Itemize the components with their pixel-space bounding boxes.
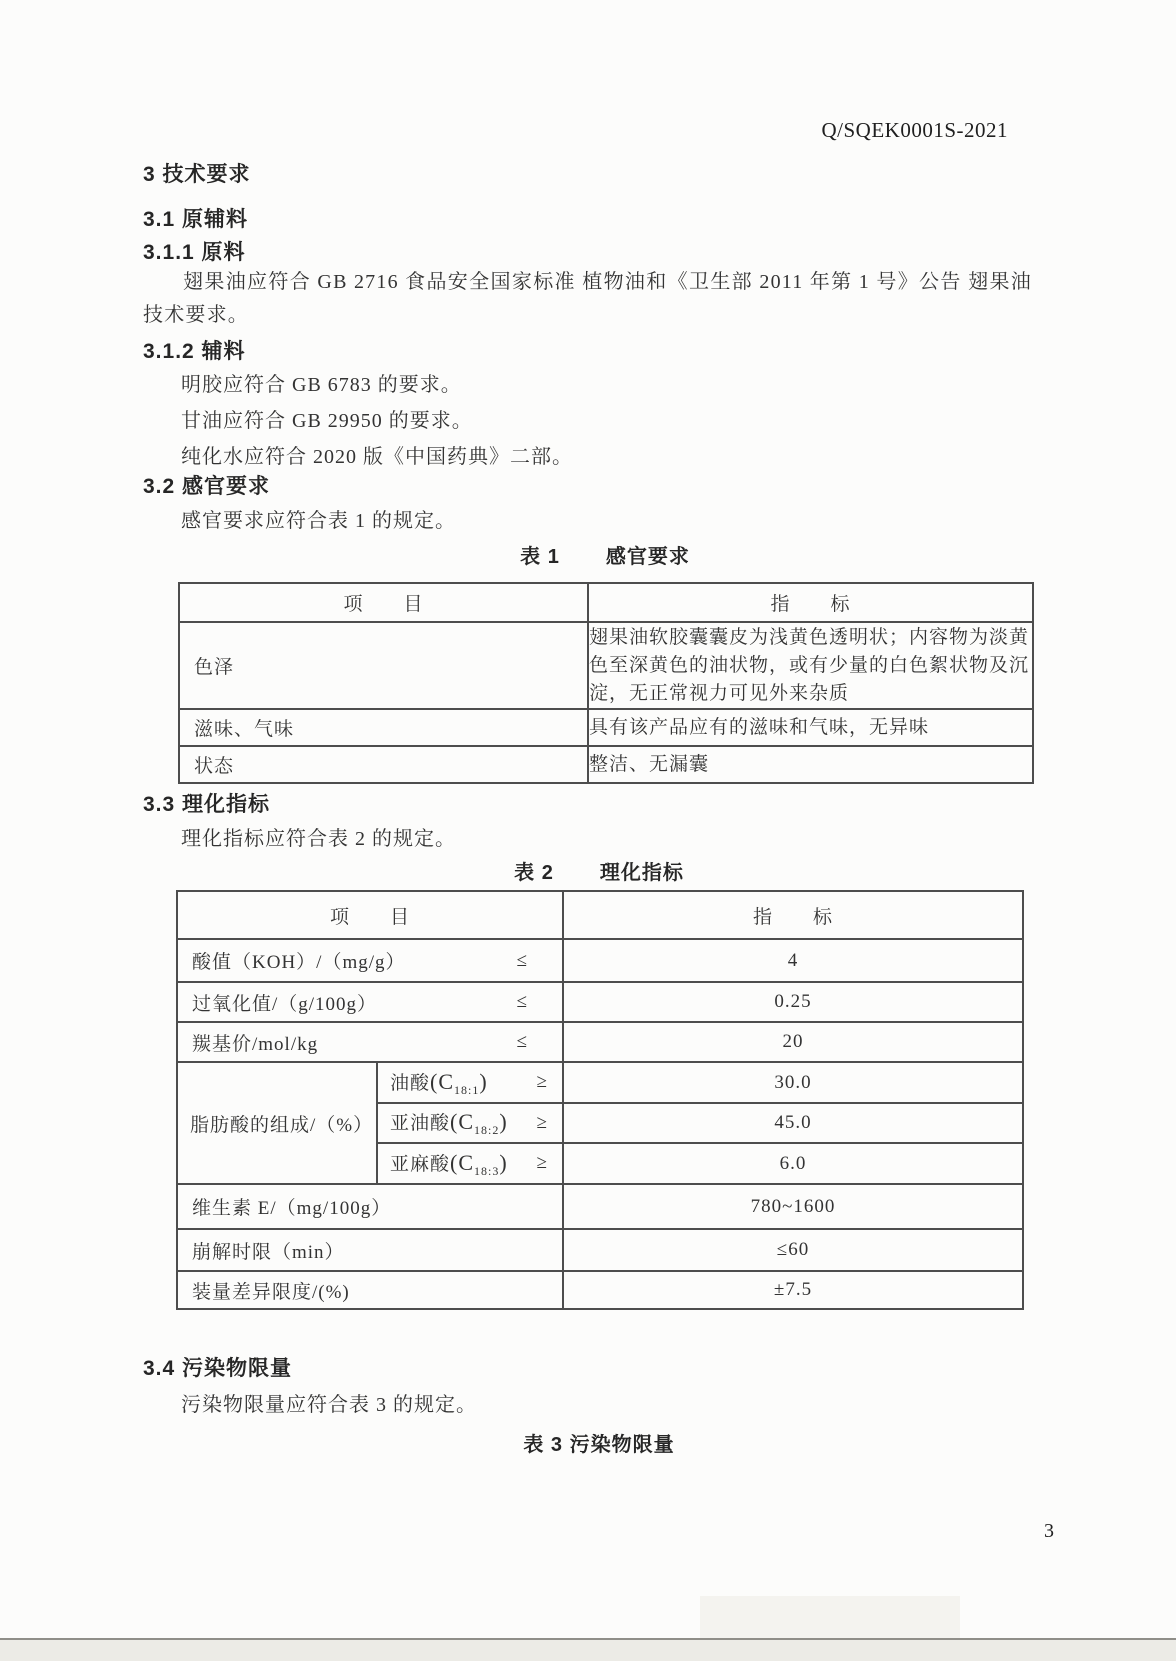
- table2-item-linoleic-acid: 亚油酸$(C_{18:2})$: [390, 1109, 508, 1137]
- paragraph-gelatin: 明胶应符合 GB 6783 的要求。: [181, 374, 462, 396]
- table2-item-vitamin-e: 维生素 E/（mg/100g）: [192, 1198, 392, 1219]
- table2-spec-linolenic-acid: 6.0: [563, 1143, 1023, 1184]
- table2-header-item: 项 目: [177, 891, 563, 939]
- table1-header-item: 项 目: [179, 583, 588, 622]
- table-row: [177, 982, 1023, 1022]
- table2-spec-carbonyl-value: 20: [563, 1022, 1023, 1062]
- table2-spec-vitamin-e: 780~1600: [563, 1184, 1023, 1229]
- section-heading-3-3: 3.3 理化指标: [143, 793, 271, 816]
- table2-spec-peroxide-value: 0.25: [563, 982, 1023, 1022]
- table-row: [177, 1229, 1023, 1271]
- table2-item-carbonyl-value: 羰基价/mol/kg: [192, 1033, 319, 1055]
- scan-shade: [700, 1596, 960, 1638]
- table2-caption-title: 理化指标: [599, 862, 684, 884]
- greater-equal-symbol: ≥: [536, 1152, 549, 1174]
- table-row: [179, 709, 1033, 746]
- table1-item-color: 色泽: [194, 657, 235, 678]
- paragraph-physchem-intro: 理化指标应符合表 2 的规定。: [181, 828, 456, 850]
- table2-item-peroxide-value: 过氧化值/（g/100g）: [192, 993, 378, 1015]
- table2-item-fill-variation: 装量差异限度/(%): [192, 1281, 350, 1303]
- table2-caption-label: 表 2: [514, 862, 554, 884]
- paragraph-contaminants-intro: 污染物限量应符合表 3 的规定。: [181, 1394, 477, 1416]
- table1-item-state: 状态: [194, 756, 235, 777]
- table-row: [177, 1022, 1023, 1062]
- table-row: [177, 1184, 1023, 1229]
- paragraph-raw-material: 翅果油应符合 GB 2716 食品安全国家标准 植物油和《卫生部 2011 年第 1 号》公告 翅果油技术要求。: [143, 271, 1032, 326]
- less-equal-symbol: ≤: [516, 1031, 529, 1052]
- table-row: [179, 583, 1033, 622]
- table1-spec-color: 翅果油软胶囊囊皮为浅黄色透明状；内容物为淡黄色至深黄色的油状物，或有少量的白色絮状物及沉淀，无正常视力可见外来杂质: [588, 622, 1033, 709]
- section-heading-3: 3 技术要求: [143, 163, 251, 186]
- section-heading-3-1: 3.1 原辅料: [143, 208, 249, 231]
- table-row: [177, 939, 1023, 982]
- table1-spec-state: 整洁、无漏囊: [588, 746, 1033, 783]
- table-row: [177, 1271, 1023, 1309]
- table-row: [177, 1062, 1023, 1103]
- section-heading-3-1-1: 3.1.1 原料: [143, 241, 246, 264]
- less-equal-symbol: ≤: [516, 949, 529, 971]
- page-number: 3: [1044, 1520, 1054, 1542]
- greater-equal-symbol: ≥: [536, 1071, 549, 1093]
- table2-header-spec: 指 标: [563, 891, 1023, 939]
- table1-caption-title: 感官要求: [605, 546, 690, 568]
- table1-caption: [178, 540, 1032, 569]
- paragraph-glycerin: 甘油应符合 GB 29950 的要求。: [181, 410, 473, 432]
- scan-bottom-edge: [0, 1638, 1176, 1661]
- table-row: [179, 746, 1033, 783]
- section-heading-3-1-2: 3.1.2 辅料: [143, 340, 246, 363]
- table1-spec-taste: 具有该产品应有的滋味和气味，无异味: [588, 709, 1033, 746]
- table2-caption: [176, 856, 1022, 885]
- paragraph-purified-water: 纯化水应符合 2020 版《中国药典》二部。: [181, 446, 573, 468]
- table2-item-acid-value: 酸值（KOH）/（mg/g）: [192, 952, 406, 973]
- table2-spec-disintegration: ≤60: [563, 1229, 1023, 1271]
- table3-caption: [176, 1428, 1022, 1457]
- less-equal-symbol: ≤: [516, 991, 529, 1012]
- table2-group-fatty-acids: 脂肪酸的组成/（%）: [177, 1062, 377, 1184]
- table1-header-spec: 指 标: [588, 583, 1033, 622]
- table2-item-oleic-acid: 油酸$(C_{18:1})$: [390, 1068, 488, 1097]
- table1-caption-label: 表 1: [520, 546, 560, 568]
- table-row: [179, 622, 1033, 709]
- table3-caption-text: 表 3 污染物限量: [523, 1434, 675, 1456]
- sensory-requirements-table: [178, 582, 1034, 784]
- table1-item-taste: 滋味、气味: [194, 719, 295, 740]
- section-heading-3-2: 3.2 感官要求: [143, 475, 271, 498]
- section-heading-3-4: 3.4 污染物限量: [143, 1357, 293, 1380]
- table2-spec-fill-variation: ±7.5: [563, 1271, 1023, 1309]
- table2-spec-linoleic-acid: 45.0: [563, 1103, 1023, 1143]
- paragraph-sensory-intro: 感官要求应符合表 1 的规定。: [181, 510, 456, 532]
- table2-spec-oleic-acid: 30.0: [563, 1062, 1023, 1103]
- greater-equal-symbol: ≥: [536, 1111, 549, 1133]
- table2-item-linolenic-acid: 亚麻酸$(C_{18:3})$: [390, 1149, 508, 1178]
- table-row: [177, 891, 1023, 939]
- doc-code: Q/SQEK0001S-2021: [821, 118, 1008, 142]
- table2-item-disintegration: 崩解时限（min）: [192, 1241, 345, 1263]
- table2-spec-acid-value: 4: [563, 939, 1023, 982]
- physicochemical-indicators-table: [176, 890, 1024, 1310]
